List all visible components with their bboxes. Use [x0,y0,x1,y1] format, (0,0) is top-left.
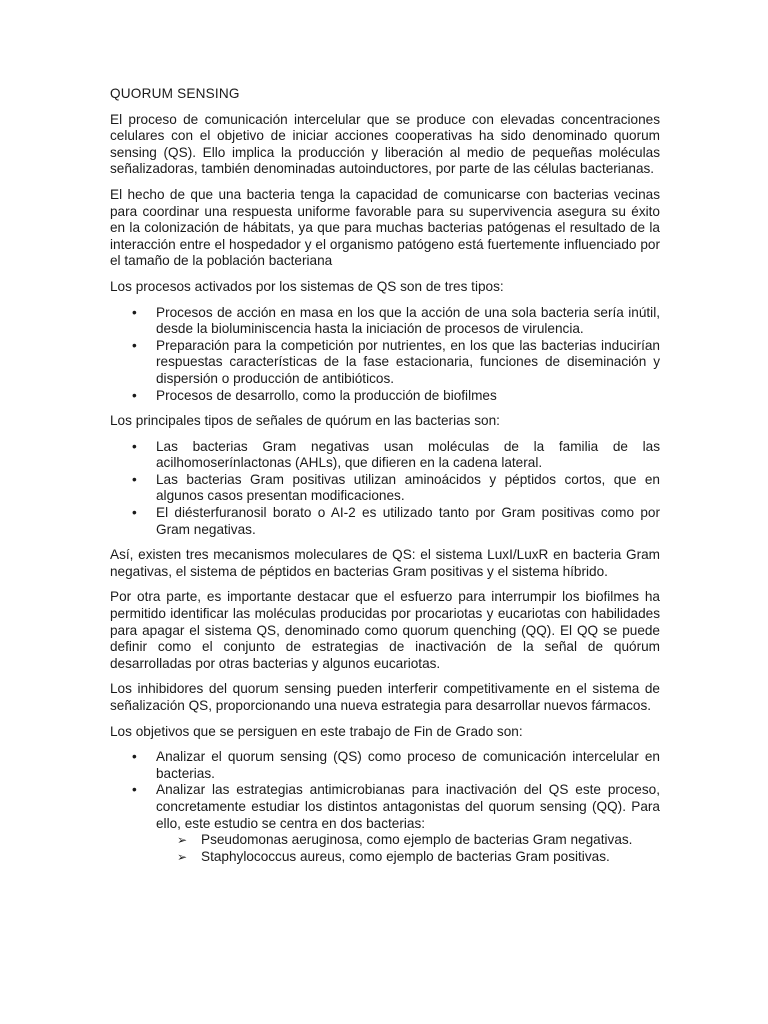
list-bacteria [156,832,660,865]
list-item: • Las bacterias Gram positivas utilizan aminoácidos y péptidos cortos, que en algunos casos presentan modificaciones. [110,472,660,505]
paragraph-process-types: Los procesos activados por los sistemas de QS son de tres tipos: [110,278,504,294]
list-processes [110,305,660,405]
sub-list-item: ➢ Staphylococcus aureus, como ejemplo de bacterias Gram positivas. [156,849,660,866]
list-item: • Preparación para la competición por nutrientes, en los que las bacterias inducirían respuestas características de la fase estacionaria, funciones de diseminación y dispersión o producción de antibióticos. [110,338,660,388]
list-objectives [110,749,660,865]
list-item: • Procesos de desarrollo, como la producción de biofilmes [110,388,660,405]
paragraph-communication: El hecho de que una bacteria tenga la capacidad de comunicarse con bacterias vecinas para coordinar una respuesta uniforme favorable para su supervivencia asegura su éxito en la colonización de hábitats, ya que para muchas bacterias patógenas el resultado de la interacción entre el hospedador y el organismo patógeno está fuertemente influenciado por el tamaño de la población bacteriana [110,186,660,269]
list-signals [110,439,660,539]
paragraph-mechanisms: Así, existen tres mecanismos moleculares de QS: el sistema LuxI/LuxR en bacteria Gram negativas, el sistema de péptidos en bacterias Gram positivas y el sistema híbrido. [110,547,660,579]
document-title: QUORUM SENSING [110,86,240,101]
list-item: • Analizar el quorum sensing (QS) como proceso de comunicación intercelular en bacterias. [110,749,660,782]
list-item: • El diésterfuranosil borato o AI-2 es utilizado tanto por Gram positivas como por Gram negativas. [110,505,660,538]
paragraph-inhibitors: Los inhibidores del quorum sensing pueden interferir competitivamente en el sistema de señalización QS, proporcionando una nueva estrategia para desarrollar nuevos fármacos. [110,681,660,713]
paragraph-signal-types: Los principales tipos de señales de quórum en las bacterias son: [110,413,500,429]
list-item-text: Analizar las estrategias antimicrobianas para inactivación del QS este proceso, concretamente estudiar los distintos antagonistas del quorum sensing (QQ). Para ello, este estudio se centra en dos bacterias: [156,782,660,831]
sub-list-item: ➢ Pseudomonas aeruginosa, como ejemplo de bacterias Gram negativas. [156,832,660,849]
paragraph-quorum-quenching: Por otra parte, es importante destacar que el esfuerzo para interrumpir los biofilmes ha permitido identificar las moléculas producidas por procariotas y eucariotas con habilidades para apagar el sistema QS, denominado como quorum quenching (QQ). El QQ se puede definir como el conjunto de estrategias de inactivación de la señal de quórum desarrolladas por otras bacterias y algunos eucariotas. [110,589,660,671]
list-item [110,782,660,865]
paragraph-definition: El proceso de comunicación intercelular que se produce con elevadas concentraciones celulares con el objetivo de iniciar acciones cooperativas ha sido denominado quorum sensing (QS). Ello implica la producción y liberación al medio de pequeñas moléculas señalizadoras, también denominadas autoinductores, por parte de las células bacterianas. [110,111,660,177]
list-item: • Las bacterias Gram negativas usan moléculas de la familia de las acilhomoserínlactonas (AHLs), que difieren en la cadena lateral. [110,439,660,472]
list-item: • Procesos de acción en masa en los que la acción de una sola bacteria sería inútil, desde la bioluminiscencia hasta la iniciación de procesos de virulencia. [110,305,660,338]
paragraph-objectives: Los objetivos que se persiguen en este trabajo de Fin de Grado son: [110,723,523,739]
